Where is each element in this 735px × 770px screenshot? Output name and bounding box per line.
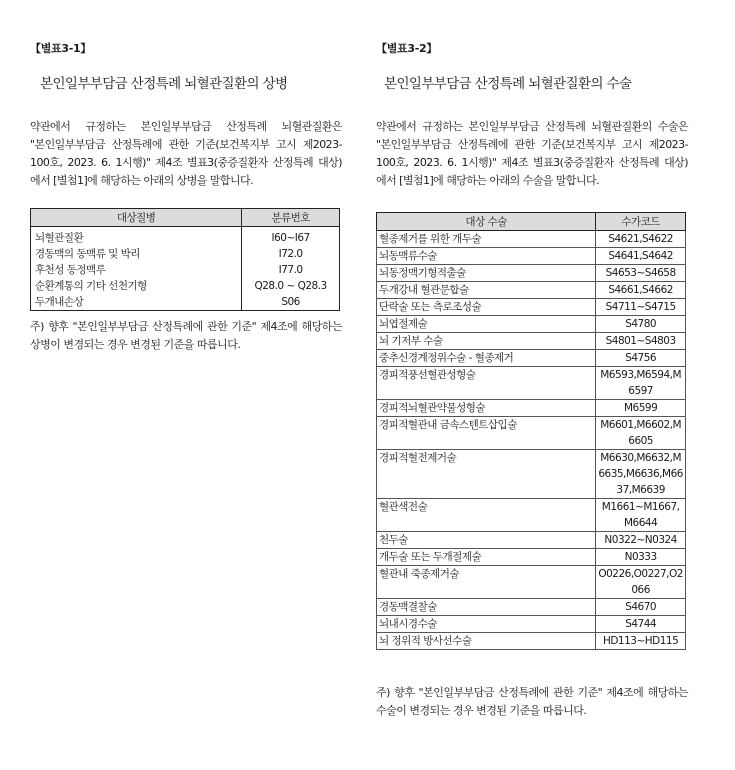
table-row [31, 294, 340, 311]
name-cell: 혈종제거를 위한 개두술 [377, 231, 596, 248]
code-cell: S4744 [596, 616, 686, 633]
code-cell: M6601,M6602,M6605 [596, 417, 686, 450]
code-cell: S4670 [596, 599, 686, 616]
code-cell: HD113~HD115 [596, 633, 686, 650]
table-row [377, 450, 686, 499]
appendix-tag: 【별표3-1】 [30, 42, 92, 55]
code-cell: S06 [281, 296, 300, 308]
name-cell: 경피적혈전제거술 [377, 450, 596, 499]
table-row [377, 367, 686, 400]
table-header-row [31, 209, 340, 227]
name-cell: 단락술 또는 측로조성술 [377, 299, 596, 316]
section-title: 본인일부부담금 산정특례 뇌혈관질환의 상병 [40, 76, 288, 92]
code-cell: S4780 [596, 316, 686, 333]
code-cell: Q28.0 ~ Q28.3 [254, 280, 327, 292]
name-cell: 뇌동정맥기형적출술 [377, 265, 596, 282]
table-row [377, 282, 686, 299]
table-row [377, 400, 686, 417]
table-row [377, 417, 686, 450]
code-cell: S4653~S4658 [596, 265, 686, 282]
appendix-tag: 【별표3-2】 [376, 42, 438, 55]
table-row [377, 265, 686, 282]
name-cell: 혈관내 죽종제거술 [377, 566, 596, 599]
name-cell: 뇌엽절제술 [377, 316, 596, 333]
code-cell: S4801~S4803 [596, 333, 686, 350]
footnote: 주) 향후 "본인일부부담금 산정특례에 관한 기준" 제4조에 해당하는 수술이 변경되는 경우 변경된 기준을 따릅니다. [376, 686, 688, 717]
name-cell: 뇌혈관질환 [31, 227, 242, 247]
name-cell: 천두술 [377, 532, 596, 549]
name-cell: 중추신경계정위수술 - 혈종제거 [377, 350, 596, 367]
table-row [377, 566, 686, 599]
table-row [377, 299, 686, 316]
code-cell: S4641,S4642 [596, 248, 686, 265]
code-cell: M6599 [596, 400, 686, 417]
table-row [377, 333, 686, 350]
code-cell: I72.0 [278, 248, 303, 260]
table-row [31, 262, 340, 278]
name-cell: 경피적뇌혈관약물성형술 [377, 400, 596, 417]
column-header: 대상질병 [31, 209, 242, 227]
intro-paragraph: 약관에서 규정하는 본인일부부담금 산정특례 뇌혈관질환의 수술은 "본인일부부담금 산정특례에 관한 기준(보건복지부 고시 제2023-100호, 2023. 6. 1시행)" 제4조 별표3(중증질환자 산정특례 대상)에서 [별첨1]에 해당하는 아래의 수술을 말합니다. [376, 120, 688, 187]
code-cell: I77.0 [278, 264, 303, 276]
code-cell: M6630,M6632,M6635,M6636,M6637,M6639 [596, 450, 686, 499]
table-row [31, 227, 340, 247]
name-cell: 경피적혈관내 금속스텐트삽입술 [377, 417, 596, 450]
name-cell: 뇌 정위적 방사선수술 [377, 633, 596, 650]
table-row [377, 499, 686, 532]
footnote: 주) 향후 "본인일부부담금 산정특례에 관한 기준" 제4조에 해당하는 상병이 변경되는 경우 변경된 기준을 따릅니다. [30, 320, 342, 351]
column-header: 대상 수술 [377, 213, 596, 231]
code-cell: M1661~M1667, M6644 [596, 499, 686, 532]
code-cell: S4661,S4662 [596, 282, 686, 299]
name-cell: 순환계통의 기타 선천기형 [31, 278, 242, 294]
table-row [31, 246, 340, 262]
code-cell: O0226,O0227,O2066 [596, 566, 686, 599]
table-row [31, 278, 340, 294]
name-cell: 뇌 기저부 수술 [377, 333, 596, 350]
table-row [377, 316, 686, 333]
column-header: 분류번호 [242, 209, 340, 227]
table-row [377, 616, 686, 633]
table-row [377, 350, 686, 367]
section-title: 본인일부부담금 산정특례 뇌혈관질환의 수술 [384, 76, 632, 92]
table-row [377, 633, 686, 650]
name-cell: 두개강내 혈관문합술 [377, 282, 596, 299]
table-row [377, 532, 686, 549]
name-cell: 두개내손상 [31, 294, 242, 311]
name-cell: 개두술 또는 두개절제술 [377, 549, 596, 566]
table-header-row [377, 213, 686, 231]
name-cell: 뇌동맥류수술 [377, 248, 596, 265]
name-cell: 혈관색전술 [377, 499, 596, 532]
table-row [377, 231, 686, 248]
surgery-table [376, 212, 686, 650]
code-cell: M6593,M6594,M6597 [596, 367, 686, 400]
column-header: 수가코드 [596, 213, 686, 231]
name-cell: 경동맥의 동맥류 및 박리 [31, 246, 242, 262]
table-row [377, 248, 686, 265]
code-cell: S4756 [596, 350, 686, 367]
name-cell: 후천성 동정맥루 [31, 262, 242, 278]
table-row [377, 599, 686, 616]
code-cell: S4621,S4622 [596, 231, 686, 248]
code-cell: N0333 [596, 549, 686, 566]
code-cell: I60~I67 [271, 232, 310, 244]
code-cell: S4711~S4715 [596, 299, 686, 316]
table-row [377, 549, 686, 566]
name-cell: 경피적풍선혈관성형술 [377, 367, 596, 400]
disease-table [30, 208, 340, 311]
intro-paragraph: 약관에서 규정하는 본인일부부담금 산정특례 뇌혈관질환은 "본인일부부담금 산정특례에 관한 기준(보건복지부 고시 제2023-100호, 2023. 6. 1시행)" 제4조 별표3(중증질환자 산정특례 대상)에서 [별첨1]에 해당하는 아래의 상병을 말합니다. [30, 120, 342, 187]
code-cell: N0322~N0324 [596, 532, 686, 549]
name-cell: 뇌내시경수술 [377, 616, 596, 633]
name-cell: 경동맥결찰술 [377, 599, 596, 616]
